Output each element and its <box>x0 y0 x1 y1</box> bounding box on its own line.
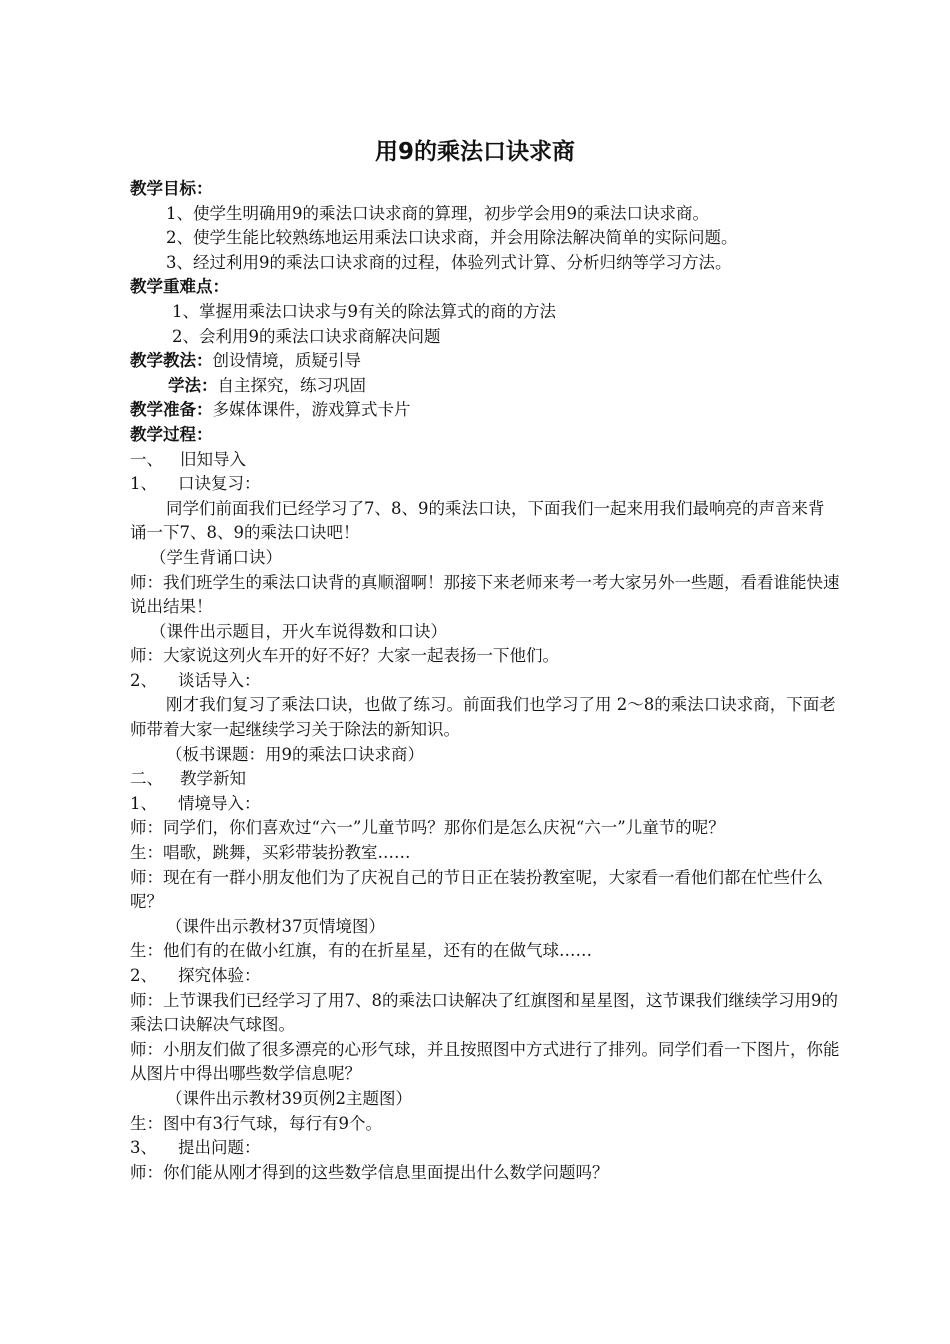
subsection-1-1-heading <box>130 472 840 497</box>
subsection-1-2-number: 2、 <box>130 670 157 690</box>
section-2-heading <box>130 767 840 792</box>
document-body <box>130 177 840 1185</box>
document-title: 用9的乘法口诀求商 <box>374 139 575 165</box>
paragraph-teacher-praise: 师：我们班学生的乘法口诀背的真顺溜啊！那接下来老师来考一考大家另外一些题，看看谁能快速说出结果！ <box>130 572 840 617</box>
subsection-2-1-number: 1、 <box>130 793 157 813</box>
paragraph-teacher-question: 师：你们能从刚才得到的这些数学信息里面提出什么数学问题吗？ <box>130 1162 609 1182</box>
process-heading: 教学过程： <box>130 424 213 444</box>
paragraph-intro: 刚才我们复习了乘法口诀，也做了练习。前面我们也学习了用 2～8的乘法口诀求商，下面老师带着大家一起继续学习关于除法的新知识。 <box>130 695 836 740</box>
note-example-39: （课件出示教材39页例2主题图） <box>166 1088 412 1108</box>
paragraph-student-answer-1: 生：唱歌，跳舞，买彩带装扮教室…… <box>130 843 411 863</box>
keypoints-heading: 教学重难点： <box>130 277 229 297</box>
note-board-title: （板书课题：用9的乘法口诀求商） <box>166 744 424 764</box>
prep-line <box>130 398 840 423</box>
paragraph-childrens-day: 师：同学们，你们喜欢过“六一”儿童节吗？那你们是怎么庆祝“六一”儿童节的呢？ <box>130 818 725 838</box>
paragraph-teacher-classroom: 师：现在有一群小朋友他们为了庆祝自己的节日正在装扮教室呢，大家看一看他们都在忙些什么呢？ <box>130 867 823 912</box>
section-1-heading <box>130 448 840 473</box>
subsection-1-2-title: 谈话导入： <box>178 670 261 690</box>
subsection-2-2-heading <box>130 964 840 989</box>
paragraph-teacher-train: 师：大家说这列火车开的好不好？大家一起表扬一下他们。 <box>130 646 559 666</box>
paragraph-teacher-balloons: 师：小朋友们做了很多漂亮的心形气球，并且按照图中方式进行了排列。同学们看一下图片，你能从图片中得出哪些数学信息呢？ <box>130 1039 840 1084</box>
prep-value: 多媒体课件，游戏算式卡片 <box>212 400 411 420</box>
subsection-2-3-title: 提出问题： <box>178 1138 261 1158</box>
subsection-2-1-heading <box>130 792 840 817</box>
subsection-1-2-heading <box>130 669 840 694</box>
paragraph-review: 同学们前面我们已经学习了7、8、9的乘法口诀，下面我们一起来用我们最响亮的声音来背诵一下7、8、9的乘法口诀吧！ <box>130 498 825 543</box>
study-line <box>130 374 840 399</box>
subsection-2-3-number: 3、 <box>130 1138 157 1158</box>
section-2-title: 教学新知 <box>180 769 246 789</box>
method-label: 教学教法： <box>130 351 213 371</box>
goal-item-1: 1、使学生明确用9的乘法口诀求商的算理，初步学会用9的乘法口诀求商。 <box>166 203 709 223</box>
note-recite: （学生背诵口诀） <box>150 547 282 567</box>
keypoint-item-2: 2、会利用9的乘法口诀求商解决问题 <box>172 326 441 346</box>
prep-label: 教学准备： <box>130 400 213 420</box>
note-scene-37: （课件出示教材37页情境图） <box>166 916 385 936</box>
note-train: （课件出示题目，开火车说得数和口诀） <box>150 621 447 641</box>
subsection-2-1-title: 情境导入： <box>178 793 261 813</box>
section-1-number: 一、 <box>130 449 163 469</box>
paragraph-teacher-last-lesson: 师：上节课我们已经学习了用7、8的乘法口诀解决了红旗图和星星图，这节课我们继续学习用9的乘法口诀解决气球图。 <box>130 990 838 1035</box>
method-value: 创设情境，质疑引导 <box>212 351 361 371</box>
subsection-1-1-title: 口诀复习： <box>178 474 261 494</box>
section-2-number: 二、 <box>130 769 163 789</box>
study-label: 学法： <box>168 375 218 395</box>
subsection-2-3-heading <box>130 1136 840 1161</box>
section-1-title: 旧知导入 <box>180 449 246 469</box>
goals-heading: 教学目标： <box>130 179 213 198</box>
paragraph-student-answer-3: 生：图中有3行气球，每行有9个。 <box>130 1113 382 1133</box>
paragraph-student-answer-2: 生：他们有的在做小红旗，有的在折星星，还有的在做气球…… <box>130 941 592 961</box>
goal-item-2: 2、使学生能比较熟练地运用乘法口诀求商，并会用除法解决简单的实际问题。 <box>166 228 738 248</box>
subsection-2-2-title: 探究体验： <box>178 966 261 985</box>
study-value: 自主探究，练习巩固 <box>217 375 366 395</box>
method-line <box>130 349 840 374</box>
subsection-2-2-number: 2、 <box>130 966 157 985</box>
subsection-1-1-number: 1、 <box>130 474 157 494</box>
keypoint-item-1: 1、掌握用乘法口诀求与9有关的除法算式的商的方法 <box>172 301 556 321</box>
goal-item-3: 3、经过利用9的乘法口诀求商的过程，体验列式计算、分析归纳等学习方法。 <box>166 252 732 272</box>
